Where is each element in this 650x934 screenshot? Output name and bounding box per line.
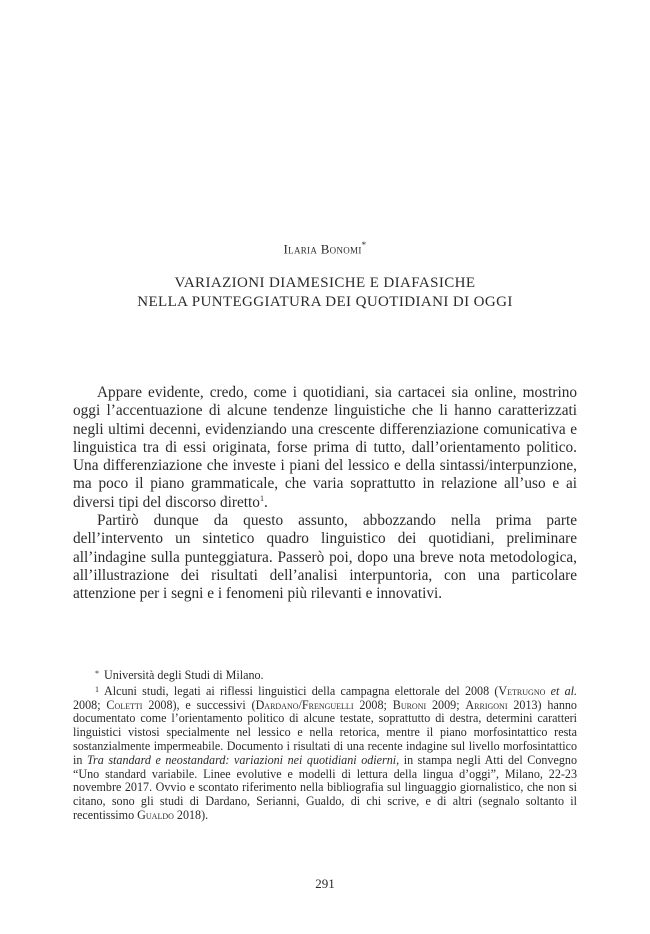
title-line-1: VARIAZIONI DIAMESICHE E DIAFASICHE — [174, 275, 476, 291]
page-number: 291 — [315, 876, 335, 891]
fn1-text-6: 2013) hanno documentato come l’orientamento politico di alcune testate, soprattutto di destra, determini caratteri linguistici vistosi specialmente nel lessico e nella retorica, mentre il piano morfosintattico resta sostanzialmente impermeabile. Documento i risultati di una recente indagine sul livello morfosintattico in — [73, 697, 577, 767]
fn1-author-4: Buroni — [392, 697, 427, 712]
paragraph-2: Partirò dunque da questo assunto, abbozzando nella prima parte dell’intervento un sintetico quadro linguistico dei quotidiani, preliminare all’indagine sulla punteggiatura. Passerò poi, dopo una breve nota metodologica, all’illustrazione dei risultati dell’analisi interpuntoria, con una particolare attenzione per i segni e i fenomeni più rilevanti e innovativi. — [73, 512, 577, 603]
fn1-author-2: Coletti — [106, 697, 143, 712]
footnotes — [73, 667, 577, 823]
author-line — [0, 240, 650, 257]
fn1-text-8: 2018). — [173, 807, 209, 822]
fn1-text-2: 2008; — [73, 697, 107, 712]
paragraph-1 — [73, 384, 577, 512]
author-name: Ilaria Bonomi — [283, 241, 362, 257]
fn1-text-4: 2008; — [353, 697, 393, 712]
footnote-star-mark: * — [95, 669, 99, 678]
fn1-author-5: Arrigoni — [465, 697, 508, 712]
paragraph-1-text: Appare evidente, credo, come i quotidiani, sia cartacei sia online, mostrino oggi l’accentuazione di alcune tendenze linguistiche che li hanno caratterizzati negli ultimi decenni, evidenziando una crescente differenziazione comunicativa e linguistica tra di essi originata, forse prima di tutto, dall’orientamento politico. Una differenziazione che investe i piani del lessico e della sintassi/interpunzione, ma poco il piano grammaticale, che varia soprattutto in relazione all’uso e ai diversi tipi del discorso diretto — [73, 384, 577, 511]
fn1-italic-2: Tra standard e neostandard: variazioni nei quotidiani odierni — [86, 752, 397, 767]
body-text — [73, 384, 577, 604]
footnote-star — [73, 667, 577, 683]
footnote-star-text: Università degli Studi di Milano. — [104, 668, 264, 682]
title-line-2: NELLA PUNTEGGIATURA DEI QUOTIDIANI DI OGGI — [137, 294, 513, 310]
footnote-ref-1: 1 — [259, 493, 264, 503]
fn1-author-6: Gualdo — [137, 807, 174, 822]
fn1-text-5: 2009; — [426, 697, 466, 712]
chapter-title — [0, 274, 650, 312]
footnote-1-mark: 1 — [95, 684, 99, 694]
fn1-author-3: Dardano/Frenguelli — [255, 697, 354, 712]
footnote-1 — [73, 683, 577, 823]
fn1-text-3: 2008), e successivi ( — [142, 697, 256, 712]
fn1-text-1: Alcuni studi, legati ai riflessi linguistici della campagna elettorale del 2008 ( — [104, 683, 499, 698]
fn1-italic-1: et al. — [550, 683, 578, 698]
fn1-text-7: , in stampa negli Atti del Convegno “Uno standard variabile. Linee evolutive e modelli di lettura della lingua d’oggi”, Milano, 22-23 novembre 2017. Ovvio e scontato riferimento nella bibliografia sul linguaggio giornalistico, che non si citano, sono gli studi di Dardano, Serianni, Gualdo, di chi scrive, e di altri (segnalo soltanto il recentissimo — [73, 752, 577, 822]
author-footnote-mark: * — [361, 240, 367, 250]
paragraph-1-end: . — [263, 493, 268, 511]
fn1-author-1: Vetrugno — [498, 683, 546, 698]
